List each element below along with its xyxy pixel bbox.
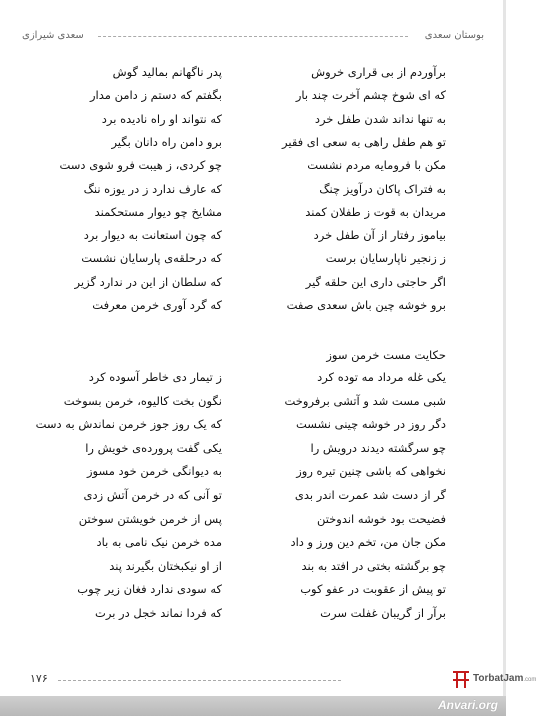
page-number: ۱۷۶ — [30, 672, 48, 685]
verse-second-hemistich: مشایخ چو دیوار مستحکمند — [94, 205, 222, 219]
verse-first-hemistich: گر از دست شد عمرت اندر بدی — [294, 488, 446, 502]
verse-second-hemistich: که چون استعانت به دیوار برد — [83, 228, 222, 242]
verse-second-hemistich: یکی گفت پرورده‌ی خویش را — [85, 441, 222, 455]
verse-second-hemistich: به دیوانگی خرمن خود مسوز — [86, 464, 222, 478]
verse-first-hemistich: مریدان به قوت ز طفلان کمند — [305, 205, 446, 219]
verse-second-hemistich: که یک روز جوز خرمن نماندش به دست — [35, 417, 222, 431]
verse-second-hemistich: تو آنی که در خرمن آتش زدی — [83, 488, 222, 502]
logo-mark-icon — [451, 668, 471, 690]
verse-second-hemistich: پس از خرمن خویشتن سوختن — [78, 512, 222, 526]
verse-first-hemistich: چو سرگشته دیدند درویش را — [310, 441, 446, 455]
verse-second-hemistich: برو دامن راه دانان بگیر — [111, 135, 222, 149]
verse-first-hemistich: یکی غله مرداد مه توده کرد — [317, 370, 446, 384]
verse-first-hemistich: برآوردم از بی قراری خروش — [311, 65, 446, 79]
header-author: سعدی شیرازی — [22, 30, 84, 41]
verse-first-hemistich: چو برگشته بختی در افتد به بند — [301, 559, 446, 573]
verse-first-hemistich: که ای شوخ چشم آخرت چند بار — [295, 88, 446, 102]
verse-first-hemistich: برو خوشه چین باش سعدی صفت — [286, 298, 446, 312]
verse-first-hemistich: دگر روز در خوشه چینی نشست — [295, 417, 446, 431]
verse-second-hemistich: که نتواند او راه نادیده برد — [101, 112, 222, 126]
verse-second-hemistich: که درحلقه‌ی پارسایان نشست — [81, 251, 222, 265]
logo-text: TorbatJam.com — [473, 673, 536, 684]
watermark: Anvari.org — [437, 698, 498, 712]
verse-first-hemistich: بیاموز رفتار از آن طفل خرد — [313, 228, 446, 242]
verse-second-hemistich: ز تیمار دی خاطر آسوده کرد — [88, 370, 222, 384]
verse-first-hemistich: فضیحت بود خوشه اندوختن — [316, 512, 446, 526]
verse-first-hemistich: به فتراک پاکان درآویز چنگ — [319, 182, 446, 196]
verse-second-hemistich: که فردا نماند خجل در برت — [95, 606, 222, 620]
header-book-title: بوستان سعدی — [424, 30, 484, 41]
verse-second-hemistich: چو کردی، ز هیبت فرو شوی دست — [59, 158, 222, 172]
verse-second-hemistich: مده خرمن نیک نامی به باد — [96, 535, 222, 549]
verse-first-hemistich: برآر از گریبان غفلت سرت — [320, 606, 446, 620]
verse-second-hemistich: که سودی ندارد فغان زیر چوب — [77, 582, 222, 596]
verse-second-hemistich: پدر ناگهانم بمالید گوش — [112, 65, 222, 79]
verse-first-hemistich: نخواهی که باشی چنین تیره روز — [296, 464, 446, 478]
verse-first-hemistich: شبی مست شد و آتشی برفروخت — [284, 394, 446, 408]
verse-second-hemistich: که سلطان از این در ندارد گزیر — [74, 275, 222, 289]
verse-first-hemistich: اگر حاجتی داری این حلقه گیر — [305, 275, 446, 289]
verse-first-hemistich: مکن با فرومایه مردم نشست — [307, 158, 446, 172]
page-footer — [0, 660, 536, 716]
verse-second-hemistich: که گرد آوری خرمن معرفت — [92, 298, 222, 312]
verse-first-hemistich: به تنها نداند شدن طفل خرد — [314, 112, 446, 126]
verse-first-hemistich: ز زنجیر ناپارسایان برست — [325, 251, 446, 265]
footer-band — [0, 696, 506, 716]
verse-second-hemistich: بگفتم که دستم ز دامن مدار — [89, 88, 222, 102]
verse-first-hemistich: تو هم طفل راهی به سعی ای فقیر — [282, 135, 446, 149]
verse-second-hemistich: نگون بخت کالیوه، خرمن بسوخت — [63, 394, 222, 408]
verse-first-hemistich: مکن جان من، تخم دین ورز و داد — [290, 535, 446, 549]
verse-second-hemistich: که عارف ندارد ز در یوزه ننگ — [83, 182, 222, 196]
footer-divider — [58, 680, 341, 681]
section-title: حکایت مست خرمن سوز — [326, 348, 446, 362]
verse-first-hemistich: تو پیش از عقوبت در عفو کوب — [300, 582, 446, 596]
verse-second-hemistich: از او نیکبختان بگیرند پند — [109, 559, 222, 573]
